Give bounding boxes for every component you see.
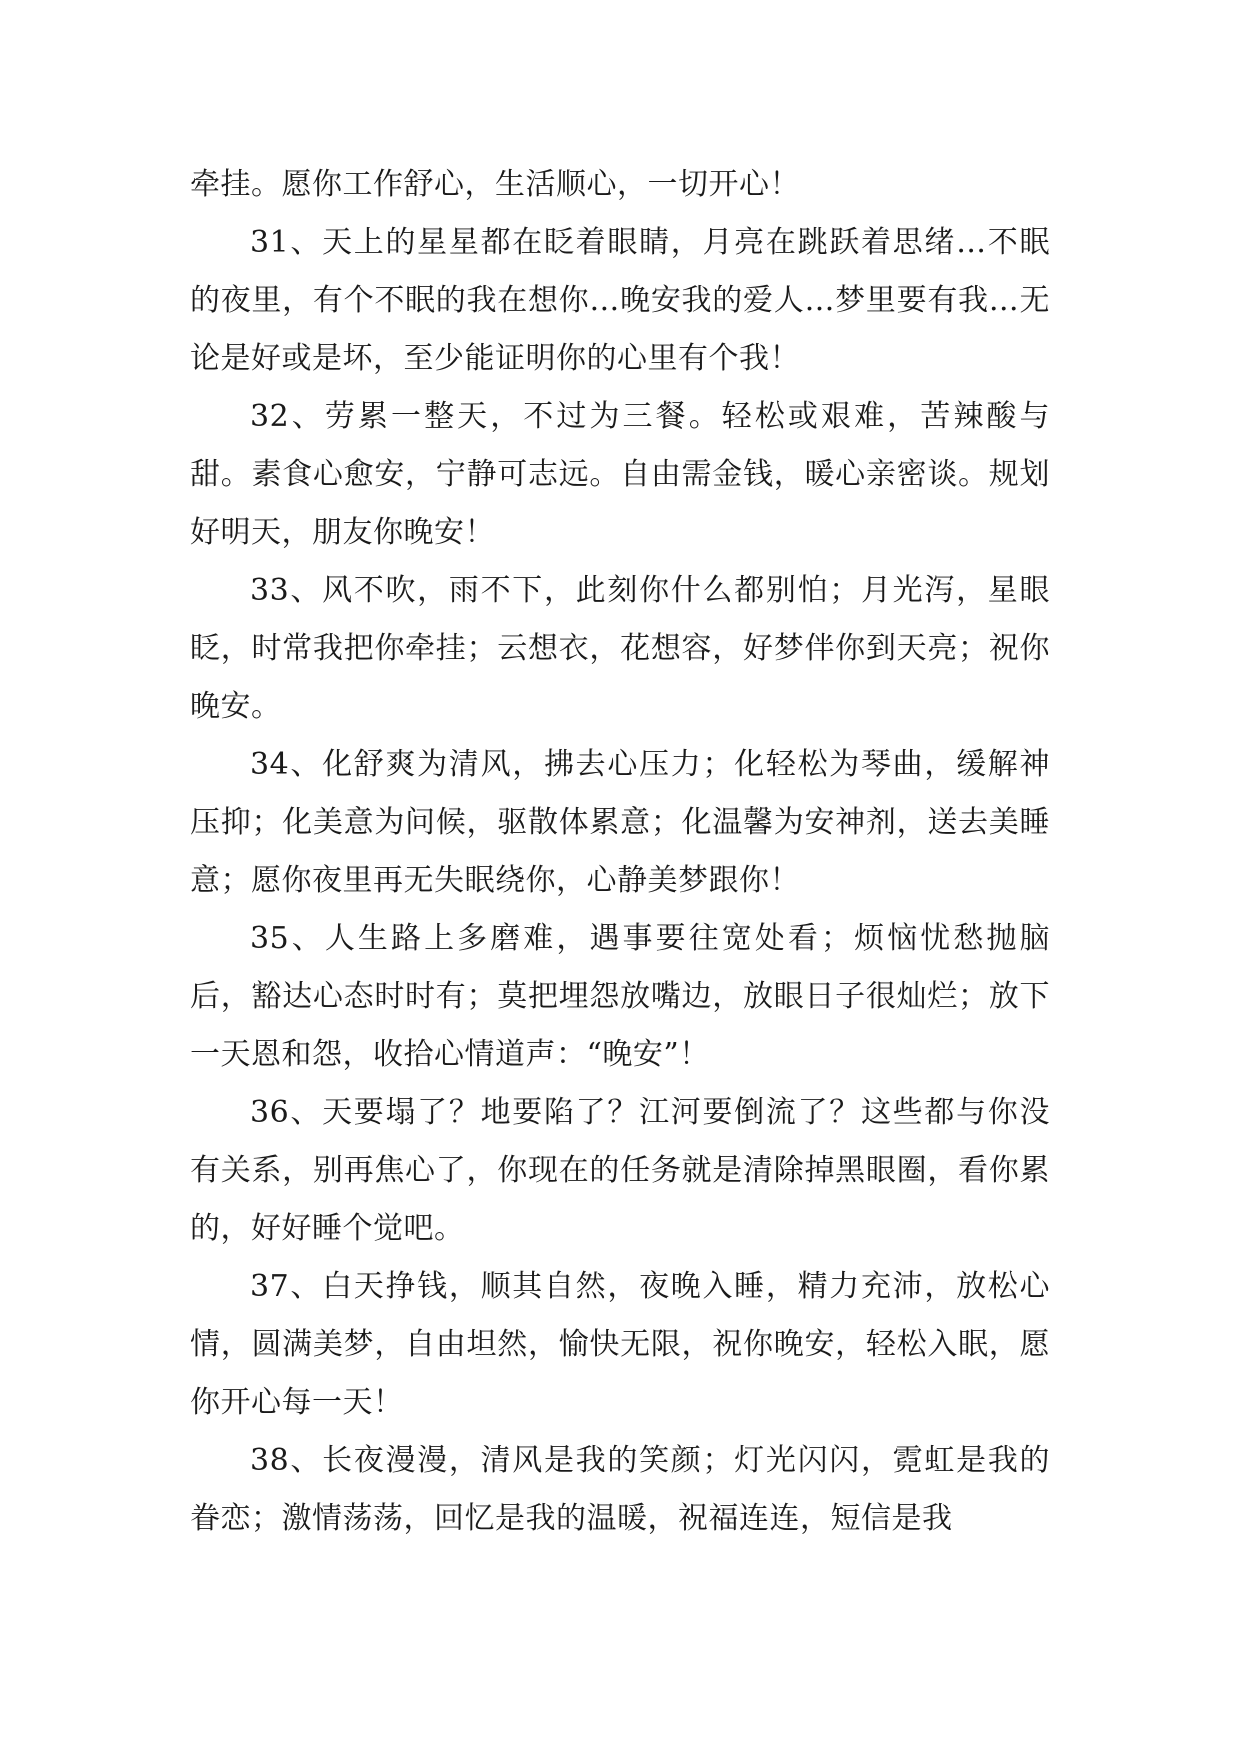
paragraph-continuation: 牵挂。愿你工作舒心，生活顺心，一切开心！ — [190, 167, 800, 202]
paragraph-36: 36、天要塌了？地要陷了？江河要倒流了？这些都与你没有关系，别再焦心了，你现在的任务就是清除掉黑眼圈，看你累的，好好睡个觉吧。 — [190, 1095, 1050, 1246]
paragraph-34: 34、化舒爽为清风，拂去心压力；化轻松为琴曲，缓解神压抑；化美意为问候，驱散体累意；化温馨为安神剂，送去美睡意；愿你夜里再无失眠绕你，心静美梦跟你！ — [190, 747, 1050, 898]
paragraph-35: 35、人生路上多磨难，遇事要往宽处看；烦恼忧愁抛脑后，豁达心态时时有；莫把埋怨放嘴边，放眼日子很灿烂；放下一天恩和怨，收拾心情道声：“晚安”！ — [190, 921, 1050, 1072]
paragraph-31: 31、天上的星星都在眨着眼睛，月亮在跳跃着思绪…不眠的夜里，有个不眠的我在想你…晚安我的爱人…梦里要有我…无论是好或是坏，至少能证明你的心里有个我！ — [190, 225, 1050, 376]
paragraph-32: 32、劳累一整天，不过为三餐。轻松或艰难，苦辣酸与甜。素食心愈安，宁静可志远。自由需金钱，暖心亲密谈。规划好明天，朋友你晚安！ — [190, 399, 1050, 550]
paragraph-33: 33、风不吹，雨不下，此刻你什么都别怕；月光泻，星眼眨，时常我把你牵挂；云想衣，花想容，好梦伴你到天亮；祝你晚安。 — [190, 573, 1050, 724]
document-body — [190, 156, 1050, 1548]
paragraph-37: 37、白天挣钱，顺其自然，夜晚入睡，精力充沛，放松心情，圆满美梦，自由坦然，愉快无限，祝你晚安，轻松入眠，愿你开心每一天！ — [190, 1269, 1050, 1420]
paragraph-38: 38、长夜漫漫，清风是我的笑颜；灯光闪闪，霓虹是我的眷恋；激情荡荡，回忆是我的温暖，祝福连连，短信是我 — [190, 1443, 1050, 1536]
